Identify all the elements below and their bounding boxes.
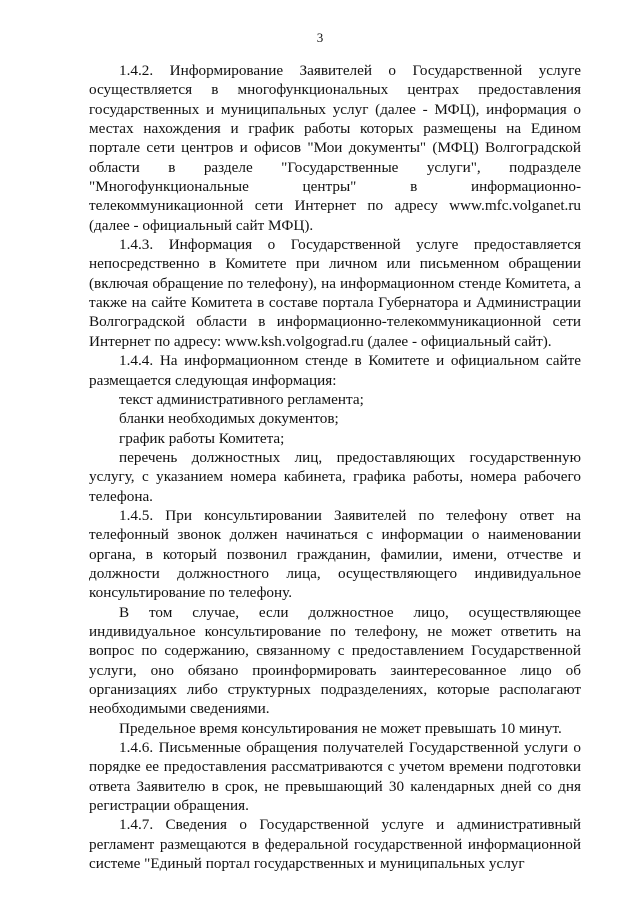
paragraph-1-4-7: 1.4.7. Сведения о Государственной услуге и административный регламент размещаются в федеральной государственной информационной системе "Единый портал государственных и муниципальных услуг bbox=[89, 816, 581, 873]
page-number: 3 bbox=[316, 30, 324, 45]
paragraph-consultation-time-limit: Предельное время консультирования не может превышать 10 минут. bbox=[119, 719, 562, 737]
list-item-document-forms: бланки необходимых документов; bbox=[119, 410, 339, 428]
paragraph-1-4-4: 1.4.4. На информационном стенде в Комитете и официальном сайте размещается следующая информация: bbox=[89, 352, 581, 389]
list-item-regulation-text: текст административного регламента; bbox=[119, 390, 364, 408]
paragraph-1-4-6: 1.4.6. Письменные обращения получателей Государственной услуги о порядке ее предоставления рассматриваются с учетом времени подготовки ответа Заявителю в срок, не превышающий 30 календарных дней со дня регистрации обращения. bbox=[89, 739, 581, 815]
paragraph-1-4-2: 1.4.2. Информирование Заявителей о Государственной услуге осуществляется в многофункциональных центрах предоставления государственных и муниципальных услуг (далее - МФЦ), информация о местах нахождения и график работы которых размещены на Едином портале сети центров и офисов "Мои документы" (МФЦ) Волгоградской области в разделе "Государственные услуги", подразделе "Многофункциональные центры" в информационно-телекоммуникационной сети Интернет по адресу www.mfc.volganet.ru (далее - официальный сайт МФЦ). bbox=[89, 62, 581, 234]
list-item-work-schedule: график работы Комитета; bbox=[119, 429, 285, 447]
paragraph-consultation-referral: В том случае, если должностное лицо, осуществляющее индивидуальное консультирование по телефону, не может ответить на вопрос по содержанию, связанному с предоставлением Государственной услуги, оно обязано проинформировать заинтересованное лицо об организациях либо структурных подразделениях, которые располагают необходимыми сведениями. bbox=[89, 603, 581, 718]
paragraph-1-4-3: 1.4.3. Информация о Государственной услуге предоставляется непосредственно в Комитете при личном или письменном обращении (включая обращение по телефону), на информационном стенде Комитета, а также на сайте Комитета в составе портала Губернатора и Администрации Волгоградской области в информационно-телекоммуникационной сети Интернет по адресу: www.ksh.volgograd.ru (далее - официальный сайт). bbox=[89, 236, 581, 350]
document-body bbox=[89, 61, 581, 873]
list-item-officials-list: перечень должностных лиц, предоставляющих государственную услугу, с указанием номера кабинета, графика работы, номера рабочего телефона. bbox=[89, 448, 581, 505]
paragraph-1-4-5: 1.4.5. При консультировании Заявителей по телефону ответ на телефонный звонок должен начинаться с информации о наименовании органа, в который позвонил гражданин, фамилии, имени, отчестве и должности должностного лица, осуществляющего индивидуальное консультирование по телефону. bbox=[89, 506, 581, 602]
